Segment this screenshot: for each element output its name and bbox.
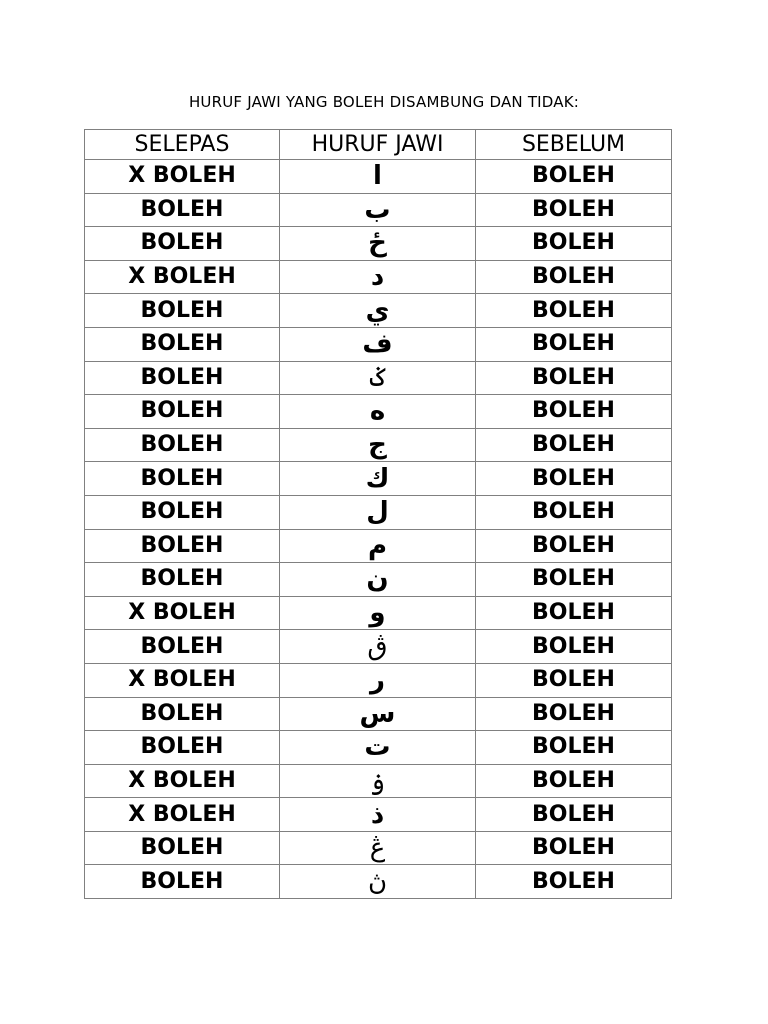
selepas-cell: X BOLEH xyxy=(85,260,280,294)
table-row xyxy=(85,462,672,496)
huruf-jawi-cell: ا xyxy=(280,160,476,194)
table-row xyxy=(85,764,672,798)
selepas-cell: BOLEH xyxy=(85,697,280,731)
huruf-jawi-cell: س xyxy=(280,697,476,731)
huruf-jawi-cell: ځ xyxy=(280,227,476,261)
huruf-jawi-cell: ت xyxy=(280,731,476,765)
sebelum-cell: BOLEH xyxy=(476,731,672,765)
huruf-jawi-cell: م xyxy=(280,529,476,563)
sebelum-cell: BOLEH xyxy=(476,495,672,529)
selepas-cell: BOLEH xyxy=(85,731,280,765)
sebelum-cell: BOLEH xyxy=(476,563,672,597)
huruf-jawi-cell: ذ xyxy=(280,798,476,832)
table-row xyxy=(85,630,672,664)
table-row xyxy=(85,798,672,832)
huruf-jawi-cell: ك xyxy=(280,462,476,496)
table-row xyxy=(85,193,672,227)
table-row xyxy=(85,428,672,462)
huruf-jawi-cell: ه xyxy=(280,395,476,429)
header-selepas: SELEPAS xyxy=(85,130,280,160)
sebelum-cell: BOLEH xyxy=(476,831,672,865)
selepas-cell: X BOLEH xyxy=(85,798,280,832)
sebelum-cell: BOLEH xyxy=(476,529,672,563)
table-row xyxy=(85,160,672,194)
header-huruf-jawi: HURUF JAWI xyxy=(280,130,476,160)
table-row xyxy=(85,294,672,328)
jawi-letters-table xyxy=(84,129,672,899)
table-row xyxy=(85,529,672,563)
huruf-jawi-cell: ڠ xyxy=(280,831,476,865)
selepas-cell: BOLEH xyxy=(85,630,280,664)
table-row xyxy=(85,831,672,865)
huruf-jawi-cell: ج xyxy=(280,428,476,462)
sebelum-cell: BOLEH xyxy=(476,663,672,697)
table-body xyxy=(85,160,672,899)
sebelum-cell: BOLEH xyxy=(476,798,672,832)
sebelum-cell: BOLEH xyxy=(476,395,672,429)
sebelum-cell: BOLEH xyxy=(476,193,672,227)
selepas-cell: BOLEH xyxy=(85,193,280,227)
selepas-cell: X BOLEH xyxy=(85,764,280,798)
table-row xyxy=(85,260,672,294)
selepas-cell: BOLEH xyxy=(85,563,280,597)
selepas-cell: BOLEH xyxy=(85,865,280,899)
huruf-jawi-cell: ݢ xyxy=(280,361,476,395)
table-row xyxy=(85,495,672,529)
sebelum-cell: BOLEH xyxy=(476,596,672,630)
selepas-cell: BOLEH xyxy=(85,831,280,865)
huruf-jawi-cell: د xyxy=(280,260,476,294)
selepas-cell: BOLEH xyxy=(85,361,280,395)
sebelum-cell: BOLEH xyxy=(476,327,672,361)
sebelum-cell: BOLEH xyxy=(476,160,672,194)
table-row xyxy=(85,563,672,597)
huruf-jawi-cell: ب xyxy=(280,193,476,227)
selepas-cell: BOLEH xyxy=(85,227,280,261)
selepas-cell: X BOLEH xyxy=(85,596,280,630)
huruf-jawi-cell: ف xyxy=(280,327,476,361)
selepas-cell: X BOLEH xyxy=(85,160,280,194)
huruf-jawi-cell: ي xyxy=(280,294,476,328)
table-row xyxy=(85,327,672,361)
table-row xyxy=(85,361,672,395)
sebelum-cell: BOLEH xyxy=(476,428,672,462)
table-row xyxy=(85,697,672,731)
sebelum-cell: BOLEH xyxy=(476,697,672,731)
table-row xyxy=(85,865,672,899)
sebelum-cell: BOLEH xyxy=(476,260,672,294)
selepas-cell: BOLEH xyxy=(85,327,280,361)
huruf-jawi-cell: ل xyxy=(280,495,476,529)
selepas-cell: BOLEH xyxy=(85,428,280,462)
table-header-row xyxy=(85,130,672,160)
huruf-jawi-cell: ر xyxy=(280,663,476,697)
selepas-cell: BOLEH xyxy=(85,495,280,529)
sebelum-cell: BOLEH xyxy=(476,462,672,496)
sebelum-cell: BOLEH xyxy=(476,630,672,664)
huruf-jawi-cell: ن xyxy=(280,563,476,597)
table-row xyxy=(85,395,672,429)
sebelum-cell: BOLEH xyxy=(476,227,672,261)
table-row xyxy=(85,731,672,765)
huruf-jawi-cell: و xyxy=(280,596,476,630)
table-row xyxy=(85,227,672,261)
selepas-cell: BOLEH xyxy=(85,462,280,496)
huruf-jawi-cell: ڽ xyxy=(280,865,476,899)
selepas-cell: BOLEH xyxy=(85,529,280,563)
header-sebelum: SEBELUM xyxy=(476,130,672,160)
huruf-jawi-cell: ۏ xyxy=(280,764,476,798)
sebelum-cell: BOLEH xyxy=(476,764,672,798)
selepas-cell: BOLEH xyxy=(85,395,280,429)
table-row xyxy=(85,663,672,697)
selepas-cell: BOLEH xyxy=(85,294,280,328)
sebelum-cell: BOLEH xyxy=(476,361,672,395)
table-row xyxy=(85,596,672,630)
huruf-jawi-cell: ڨ xyxy=(280,630,476,664)
selepas-cell: X BOLEH xyxy=(85,663,280,697)
document-title: HURUF JAWI YANG BOLEH DISAMBUNG DAN TIDAK: xyxy=(188,93,580,111)
sebelum-cell: BOLEH xyxy=(476,294,672,328)
sebelum-cell: BOLEH xyxy=(476,865,672,899)
